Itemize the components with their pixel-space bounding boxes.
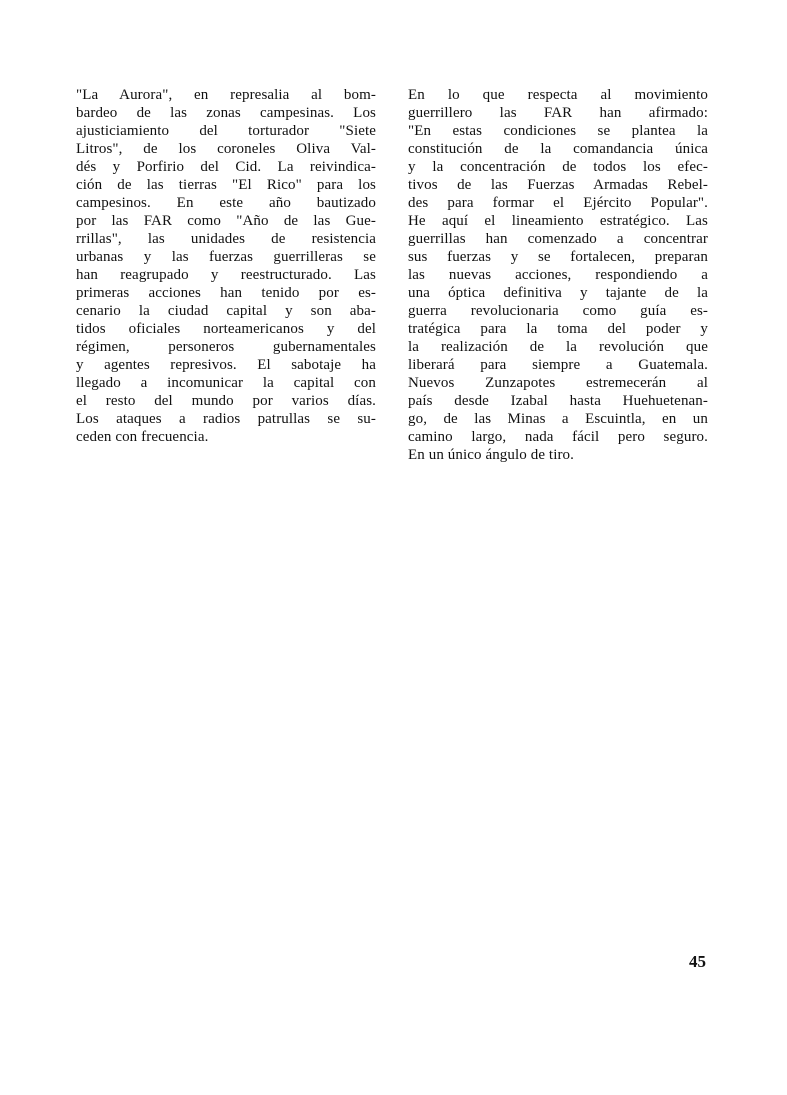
text-line: urbanas y las fuerzas guerrilleras se — [76, 249, 376, 265]
text-line: país desde Izabal hasta Huehuetenan- — [408, 393, 708, 409]
right-text-column — [408, 86, 708, 464]
text-line: ceden con frecuencia. — [76, 429, 209, 445]
text-line: una óptica definitiva y tajante de la — [408, 285, 708, 301]
text-line: régimen, personeros gubernamentales — [76, 339, 376, 355]
text-line: constitución de la comandancia única — [408, 141, 708, 157]
text-line: la realización de la revolución que — [408, 339, 708, 355]
text-line: sus fuerzas y se fortalecen, preparan — [408, 249, 708, 265]
text-line: rrillas", las unidades de resistencia — [76, 231, 376, 247]
text-line: des para formar el Ejército Popular". — [408, 195, 708, 211]
text-line: ajusticiamiento del torturador "Siete — [76, 123, 376, 139]
text-line: En un único ángulo de tiro. — [408, 447, 575, 463]
text-line: Nuevos Zunzapotes estremecerán al — [408, 375, 708, 391]
text-line: Los ataques a radios patrullas se su- — [76, 411, 376, 427]
text-line: tivos de las Fuerzas Armadas Rebel- — [408, 177, 708, 193]
text-line: y agentes represivos. El sabotaje ha — [76, 357, 376, 373]
text-line: camino largo, nada fácil pero seguro. — [408, 429, 708, 445]
text-line: y la concentración de todos los efec- — [408, 159, 708, 175]
text-line: guerrillero las FAR han afirmado: — [408, 105, 708, 121]
text-line: primeras acciones han tenido por es- — [76, 285, 376, 301]
text-line: han reagrupado y reestructurado. Las — [76, 267, 376, 283]
text-line: tratégica para la toma del poder y — [408, 321, 708, 337]
left-text-column — [76, 86, 376, 446]
text-line: tidos oficiales norteamericanos y del — [76, 321, 376, 337]
text-line: ción de las tierras "El Rico" para los — [76, 177, 376, 193]
text-line: liberará para siempre a Guatemala. — [408, 357, 708, 373]
text-line: por las FAR como "Año de las Gue- — [76, 213, 376, 229]
text-line: dés y Porfirio del Cid. La reivindica- — [76, 159, 376, 175]
text-line: Litros", de los coroneles Oliva Val- — [76, 141, 376, 157]
text-line: "La Aurora", en represalia al bom- — [76, 87, 376, 103]
text-line: He aquí el lineamiento estratégico. Las — [408, 213, 708, 229]
text-line: go, de las Minas a Escuintla, en un — [408, 411, 708, 427]
text-line: guerrillas han comenzado a concentrar — [408, 231, 708, 247]
text-line: cenario la ciudad capital y son aba- — [76, 303, 376, 319]
text-line: campesinos. En este año bautizado — [76, 195, 376, 211]
text-line: el resto del mundo por varios días. — [76, 393, 376, 409]
page-number: 45 — [689, 952, 706, 971]
text-line: bardeo de las zonas campesinas. Los — [76, 105, 376, 121]
text-line: guerra revolucionaria como guía es- — [408, 303, 708, 319]
text-line: llegado a incomunicar la capital con — [76, 375, 376, 391]
text-line: "En estas condiciones se plantea la — [408, 123, 708, 139]
text-line: En lo que respecta al movimiento — [408, 87, 708, 103]
text-line: las nuevas acciones, respondiendo a — [408, 267, 708, 283]
